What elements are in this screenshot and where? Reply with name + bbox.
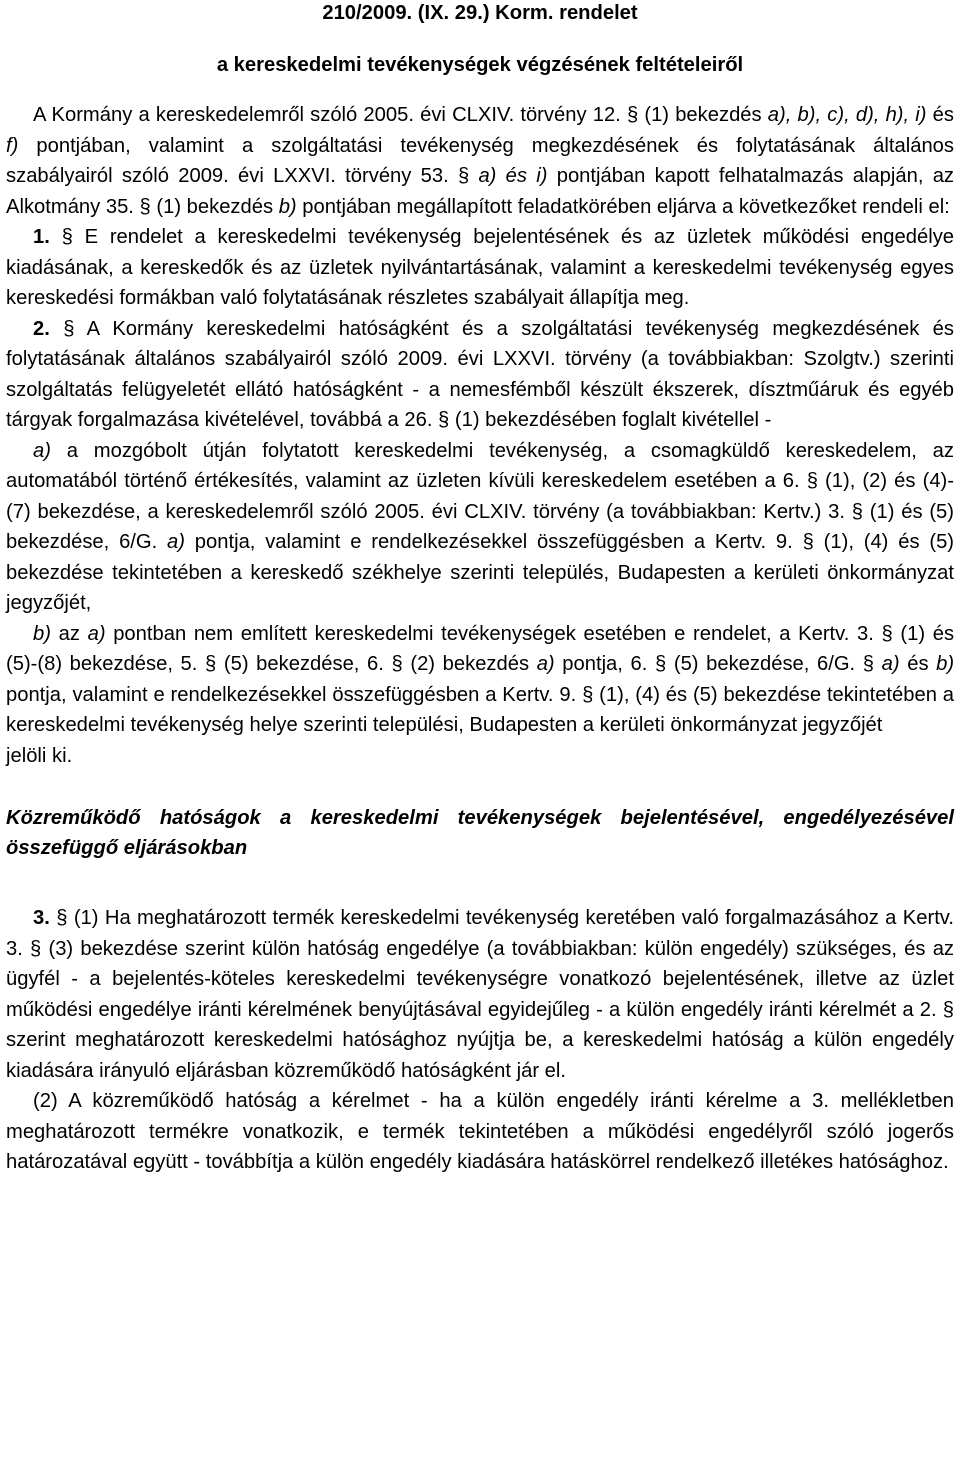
preamble-text-7: pontjában megállapított feladatkörében eljárva a következőket rendeli el:: [302, 195, 950, 218]
preamble-points-4: b): [278, 195, 297, 218]
section-symbol: §: [139, 195, 151, 218]
section-symbol: §: [942, 998, 955, 1021]
preamble-text-5: pontjában kapott felhatalmazás alapján, az Alkotmány 35.: [6, 165, 955, 218]
section-symbol: §: [438, 409, 450, 431]
point-b-text-4: (5) bekezdése, 6.: [223, 653, 384, 675]
section-symbol: §: [63, 317, 75, 340]
section-3-para-1: [6, 903, 954, 1086]
preamble-text-6: (1) bekezdés: [156, 195, 274, 218]
point-b-text-2: pontban nem említett kereskedelmi tevékenységek esetében e rendelet, a Kertv. 3.: [113, 622, 874, 645]
point-b-text-9: pontja, valamint e rendelkezésekkel összefüggésben a Kertv. 9.: [6, 683, 577, 706]
preamble-points-2: f): [6, 134, 19, 157]
point-b-text-10: (1), (4) és (5) bekezdése tekintetében a kereskedelmi tevékenység helye szerinti települési, Budapesten a kerületi önkormányzat jegyzőjét: [6, 683, 955, 736]
point-a-text-5: (1), (4) és (5) bekezdése tekintetében a kereskedő székhelye szerinti település, Budapesten a kerületi önkormányzat jegyzőjét,: [6, 531, 955, 614]
preamble-points-3: a) és i): [478, 165, 548, 187]
section-1-text: E rendelet a kereskedelmi tevékenység bejelentésének és az üzletek működési engedélye kiadásának, a kereskedők és az üzletek nyilvántartásának, valamint a kereskedelmi tevékenység egyes kereskedési formákban való folytatásának részletes szabályait állapítja meg.: [6, 226, 955, 309]
point-b-ref-4: b): [936, 653, 955, 675]
preamble-text-4: pontjában, valamint a szolgáltatási tevékenység megkezdésének és folytatásának általános szabályairól szóló 2009. évi LXXVI. törvény 53.: [6, 134, 954, 187]
point-b-ref-3: a): [881, 653, 900, 675]
section-symbol: §: [862, 653, 875, 675]
section-2-closing: jelöli ki.: [6, 744, 73, 767]
point-b-text-5: (2) bekezdés: [410, 653, 530, 675]
preamble-text-2: (1) bekezdés: [644, 104, 762, 126]
section-symbol: §: [391, 653, 403, 675]
preamble-points-1: a), b), c), d), h), i): [767, 104, 927, 126]
point-b-text-8: és: [907, 653, 929, 675]
preamble-text-3: és: [932, 104, 954, 126]
section-3-text-3: szerint meghatározott kereskedelmi hatósághoz nyújtja be, a kereskedelmi hatóság a külön engedély kiadására irányuló eljárásban közreműködő hatóságként jár el.: [6, 1029, 954, 1082]
section-2-intro-b: (1) bekezdésében foglalt kivétellel -: [454, 409, 772, 431]
section-symbol: §: [582, 683, 594, 706]
point-b-text-6: pontja, 6.: [562, 653, 648, 675]
section-symbol: §: [30, 937, 42, 960]
point-a-text-3: (1) és (5) bekezdése, 6/G.: [6, 500, 955, 553]
section-2-point-b: [6, 619, 954, 741]
section-symbol: §: [654, 653, 667, 675]
point-a-ref: a): [167, 531, 185, 553]
section-2-number: 2.: [33, 317, 50, 340]
point-a-text-1: a mozgóbolt útján folytatott kereskedelmi tevékenység, a csomagküldő kereskedelem, az automatából történő értékesítés, valamint az üzleten kívüli kereskedelem esetében a 6.: [6, 439, 954, 492]
section-symbol: §: [806, 470, 818, 492]
section-1-number: 1.: [33, 226, 50, 248]
preamble-text-1: A Kormány a kereskedelemről szóló 2005. évi CLXIV. törvény 12.: [33, 104, 621, 126]
point-b-text-1: az: [58, 622, 80, 645]
section-2: [6, 314, 954, 436]
regulation-number: 210/2009. (IX. 29.) Korm. rendelet: [322, 2, 638, 24]
section-symbol: §: [626, 104, 639, 126]
point-a-text-2: (1), (2) és (4)-(7) bekezdése, a kereskedelemről szóló 2005. évi CLXIV. törvény (a továbbiakban: Kertv.) 3.: [6, 470, 954, 523]
section-2-intro: A Kormány kereskedelmi hatóságként és a szolgáltatási tevékenység megkezdésének és folytatásának általános szabályairól szóló 2009. évi LXXVI. törvény (a továbbiakban: Szolgtv.) szerinti szolgáltatás felügyeletét ellátó hatóságként - a nemesfémből készült ékszerek, dísztműáruk és egyéb tárgyak forgalmazása kivételével, továbbá a 26.: [6, 317, 954, 431]
subheading: Közreműködő hatóságok a kereskedelmi tevékenységek bejelentésével, engedélyezésével összefüggő eljárásokban: [6, 807, 954, 859]
point-b-text-3: (1) és (5)-(8) bekezdése, 5.: [6, 622, 955, 675]
point-b-ref-2: a): [536, 653, 555, 675]
section-3-text-2: (3) bekezdése szerint külön hatóság engedélye (a továbbiakban: külön engedély) szükséges, és az ügyfél - a bejelentés-köteles kereskedelmi tevékenységre vonatkozó bejelentésének, illetve az üzlet működési engedélye iránti kérelmének benyújtásával egyidejűleg - a külön engedély iránti kérelmét a 2.: [6, 937, 955, 1021]
regulation-title: a kereskedelmi tevékenységek végzésének feltételeiről: [216, 54, 744, 76]
preamble: [6, 100, 954, 222]
section-symbol: §: [61, 226, 73, 248]
section-1: [6, 222, 954, 314]
section-symbol: §: [851, 500, 863, 523]
point-b-ref-1: a): [87, 622, 106, 645]
section-symbol: §: [457, 165, 470, 187]
section-3-text-1: (1) Ha meghatározott termék kereskedelmi tevékenység keretében való forgalmazásához a Kertv. 3.: [6, 907, 955, 960]
section-symbol: §: [881, 622, 893, 645]
point-b-text-7: (5) bekezdése, 6/G.: [673, 653, 856, 675]
section-3-para-2: (2) A közreműködő hatóság a kérelmet - ha a külön engedély iránti kérelme a 3. mellékletben meghatározott termékre vonatkozik, e termék tekintetében a működési engedélyről szóló jogerős határozatával együtt - továbbítja a külön engedély kiadására hatáskörrel rendelkező illetékes hatósághoz.: [6, 1090, 954, 1173]
point-a-text-4: pontja, valamint e rendelkezésekkel összefüggésben a Kertv. 9.: [194, 531, 793, 553]
section-2-point-a: [6, 436, 954, 619]
section-symbol: §: [802, 531, 814, 553]
section-symbol: §: [205, 653, 217, 675]
section-symbol: §: [56, 907, 68, 929]
point-a-label: a): [33, 439, 51, 462]
section-3-number: 3.: [33, 907, 50, 929]
point-b-label: b): [33, 622, 51, 645]
